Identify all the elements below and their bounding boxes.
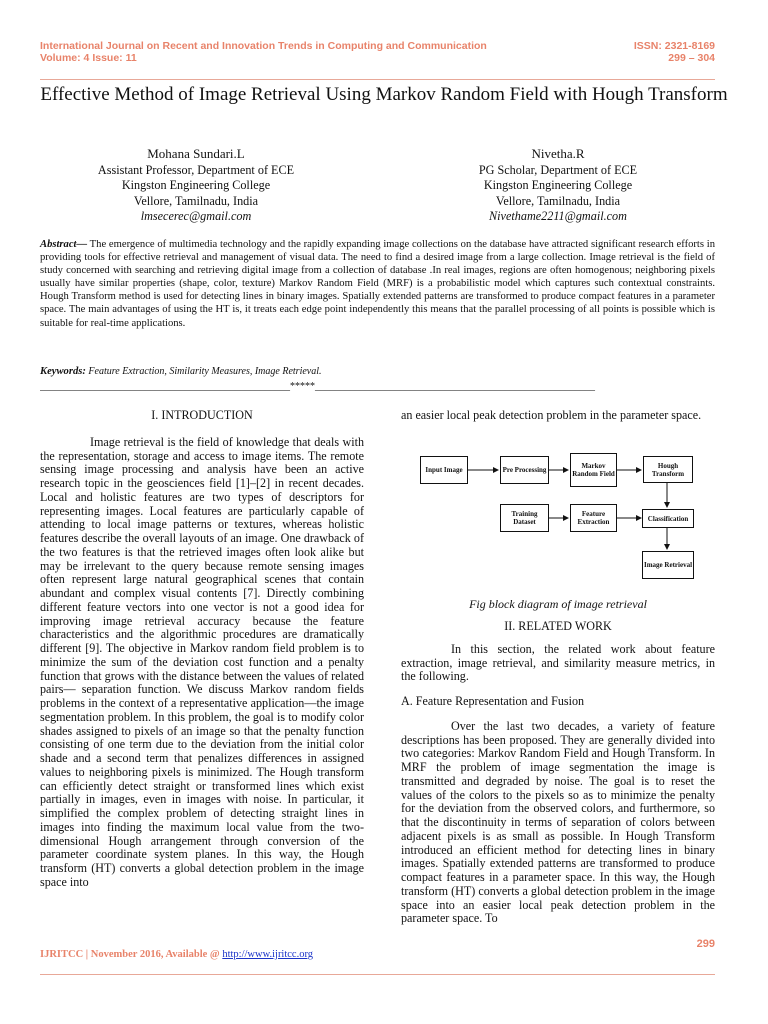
issn: ISSN: 2321-8169	[633, 40, 715, 52]
journal-name: International Journal on Recent and Innovation Trends in Computing and Communication	[40, 40, 487, 52]
box-image-retrieval: Image Retrieval	[642, 551, 694, 579]
figure-caption: Fig block diagram of image retrieval	[469, 597, 647, 611]
author-email: lmsecerec@gmail.com	[140, 209, 252, 223]
author-2	[418, 146, 698, 225]
author-college: Kingston Engineering College	[483, 178, 633, 192]
keywords-label: Keywords:	[40, 366, 86, 377]
paper-title: Effective Method of Image Retrieval Using Markov Random Field with Hough Transform	[40, 84, 728, 105]
author-college: Kingston Engineering College	[121, 178, 271, 192]
box-training-dataset: Training Dataset	[500, 504, 549, 532]
keywords-text: Feature Extraction, Similarity Measures, Image Retrieval.	[85, 366, 322, 377]
author-name: Nivetha.R	[531, 146, 585, 161]
introduction-paragraph: Image retrieval is the field of knowledge that deals with the representation, storage and access to image items. The remote sensing image processing and analysis have been an active research topic in the geosciences field [1]–[2] in recent decades. Local and holistic features are two types of descriptors for representing images. Local features are particularly capable of attending to local image patterns or textures, whereas holistic features describe the overall layouts of an image. One drawback of the two features is that the retrieved images often look alike but may be irrelevant to the query because remote sensing images often represent large natural geographical scenes that contain abundant and complex visual contents [7]. Directly combining different feature vectors into one vector is not a good idea for improving image retrieval accuracy because the feature characteristics and the algorithmic procedures are dramatically different [9]. The objective in Markov random field problem is to minimize the sum of the deviation cost function and a penalty function that grows with the distance between the values of related pairs— separation function. We discuss Markov random fields problems in the context of a representative application—the image segmentation problem. In this problem, the goal is to modify color shades assigned to pixels of an image so that the penalty function consisting of one term due to the deviation from the initial color shade and a second term that penalizes differences in assigned values to neighboring pixels is minimized. The Hough transform can efficiently detect straight or transformed lines which exist partially in images, even in images with noise. In particular, it simplified the complex problem of detecting straight lines in images into finding the maximum local value from the two-dimensional Hough arrangement through conversion of the parameter coordinate system planes. In this way, the Hough transform (HT) converts a global detection problem in the image space into	[40, 434, 364, 889]
author-role: PG Scholar, Department of ECE	[478, 162, 638, 177]
abstract-label: Abstract—	[40, 239, 88, 250]
related-work-intro: In this section, the related work about feature extraction, image retrieval, and similarity measure metrics, in the following.	[401, 641, 715, 684]
box-hough-transform: Hough Transform	[643, 456, 693, 483]
author-name: Mohana Sundari.L	[147, 146, 245, 161]
box-pre-processing: Pre Processing	[500, 456, 549, 484]
box-markov-random-field: Markov Random Field	[570, 453, 617, 487]
section-heading-introduction: I. INTRODUCTION	[151, 408, 253, 422]
abstract	[40, 238, 715, 330]
box-feature-extraction: Feature Extraction	[570, 504, 617, 532]
author-role: Assistant Professor, Department of ECE	[97, 162, 295, 177]
journal-volume: Volume: 4 Issue: 11	[40, 51, 137, 64]
issn-header	[634, 41, 715, 64]
section-heading-related-work: II. RELATED WORK	[504, 619, 612, 633]
author-location: Vellore, Tamilnadu, India	[133, 193, 259, 208]
section-separator: __________________________________________________*****________________________________________________________	[40, 381, 595, 392]
box-classification: Classification	[642, 509, 694, 528]
journal-header	[40, 41, 487, 64]
footer-divider	[40, 974, 715, 975]
related-work-paragraph: Over the last two decades, a variety of feature descriptions has been proposed. They are generally divided into two categories: Markov Random Field and Hough Transform. In MRF the problem of image segmentation the image is transmitted and degraded by noise. The goal is to reset the values of the colors to the pixels so as to minimize the penalty for the deviation from the observed colors, and furthermore, so that the discontinuity in terms of separation of colors between adjacent pixels is as small as possible. In Hough Transform introduced an efficient method for detecting lines in binary images. Spatially extended patterns are transformed to produce compact features in a parameter space. In this way, the Hough transform (HT) converts a global detection problem in the image space into an easier local peak detection problem in the parameter space. To	[401, 718, 715, 926]
block-diagram	[420, 448, 710, 588]
subsection-heading: A. Feature Representation and Fusion	[401, 694, 585, 708]
abstract-text: The emergence of multimedia technology and the rapidly expanding image collections on the database have attracted significant research efforts in providing tools for effective retrieval and management of visual data. The need to find a desired image from a large collection. Image retrieval is the field of study concerned with searching and retrieving digital image from a collection of database .In real images, regions are often homogenous; neighboring pixels usually have similar properties (shape, color, texture) Markov Random Field (MRF) is a probabilistic model which captures such contextual constraints. Hough Transform method is used for detecting lines in binary images. Spatially extended patterns are transformed to produce compact features in a parameter space. The main advantages of using the HT is, it treats each edge point independently this means that the parallel processing of all points is possible which is suitable for real-time applications.	[40, 239, 715, 329]
footer	[40, 949, 313, 960]
page-range: 299 – 304	[668, 51, 715, 64]
header-divider	[40, 79, 715, 80]
author-1	[56, 146, 336, 225]
left-column	[40, 409, 364, 890]
footer-text: IJRITCC | November 2016, Available @	[40, 949, 223, 960]
right-column-top: an easier local peak detection problem in the parameter space.	[401, 408, 702, 422]
box-input-image: Input Image	[420, 456, 468, 484]
right-column-related-work	[401, 620, 715, 926]
footer-link[interactable]: http://www.ijritcc.org	[222, 949, 314, 960]
author-location: Vellore, Tamilnadu, India	[495, 193, 621, 208]
keywords	[40, 366, 322, 377]
author-email: Nivethame2211@gmail.com	[489, 209, 627, 223]
page-number: 299	[696, 938, 715, 950]
